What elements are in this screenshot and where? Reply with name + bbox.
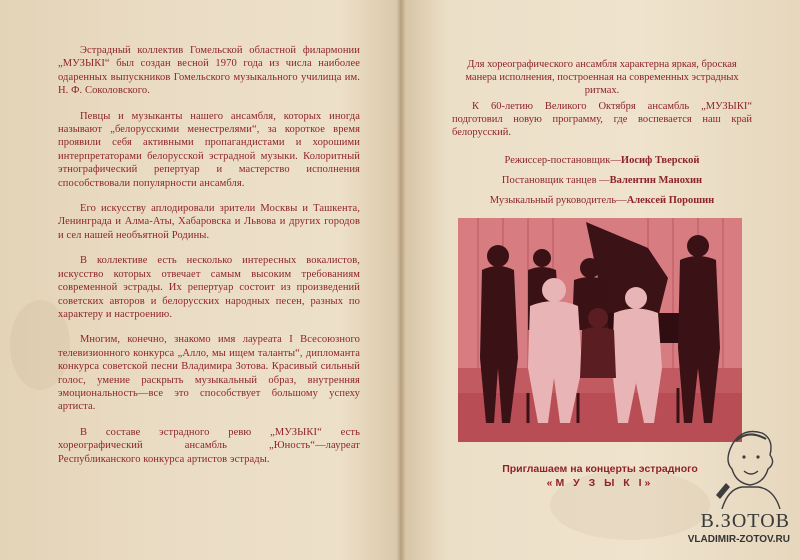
left-paragraph-2: Певцы и музыканты нашего ансамбля, которых иногда называют „белорусскими менестрелями“, за короткое время проявили себя активными пропагандистами и хорошими интерпретаторами белорусской эстрадной музыки. Колоритный этнографический репертуар и мастерство исполнения способствовали популярности ансамбля. — [58, 110, 360, 189]
invite-line-2: «М У З Ы К І» — [546, 477, 654, 489]
left-text-column — [58, 44, 360, 478]
right-paragraph-1: Для хореографического ансамбля характерна яркая, броская манера исполнения, построенная на современных эстрадных ритмах. — [465, 59, 739, 96]
credit-music-director — [452, 191, 752, 211]
site-watermark — [668, 425, 790, 555]
left-paragraph-5: Многим, конечно, знакомо имя лауреата I Всесоюзного телевизионного конкурса „Алло, мы ищем таланты“, дипломанта конкурса советской песни Владимира Зотова. Красивый сильный голос, умение раскрыть музыкальный образ, внутренняя эмоциональность—все это способствует большому успеху артиста. — [58, 334, 360, 413]
credits-block — [452, 151, 752, 211]
ensemble-photo-image — [458, 218, 742, 442]
watermark-url: VLADIMIR-ZOTOV.RU — [687, 534, 790, 545]
right-page — [400, 0, 800, 560]
page-fold — [397, 0, 405, 560]
credit-role: Режиссер-постановщик— — [504, 155, 621, 166]
credit-choreographer — [452, 171, 752, 191]
ensemble-photo — [458, 218, 742, 442]
left-paragraph-6: В составе эстрадного ревю „МУЗЫКІ“ есть хореографический ансамбль „Юность“—лауреат Республиканского конкурса артистов эстрады. — [58, 426, 360, 465]
credit-name: Валентин Манохин — [609, 175, 703, 186]
watermark-name: В.ЗОТОВ — [700, 510, 790, 532]
credit-director — [452, 151, 752, 171]
invite-line-1: Приглашаем на концерты эстрадного — [502, 463, 698, 475]
right-text-column — [452, 58, 752, 211]
singer-sketch-icon — [712, 425, 782, 509]
credit-name: Алексей Порошин — [626, 195, 715, 206]
credit-name: Иосиф Тверской — [620, 155, 700, 166]
left-paragraph-1: Эстрадный коллектив Гомельской областной филармонии „МУЗЫКІ“ был создан весной 1970 года из числа наиболее одаренных выпускников Гомельского музыкального училища им. Н. Ф. Соколовского. — [58, 45, 360, 97]
credit-role: Постановщик танцев — — [501, 175, 610, 186]
left-paragraph-4: В коллективе есть несколько интересных вокалистов, искусство которых отвечает самым высоким требованиям современной эстрады. Их репертуар состоит из произведений советских авторов и белорусских народных песен, разных по характеру и настроению. — [58, 255, 360, 320]
right-paragraph-2: К 60-летию Великого Октября ансамбль „МУЗЫКІ“ подготовил новую программу, где воспевается наш край белорусский. — [452, 101, 752, 138]
credit-role: Музыкальный руководитель— — [489, 195, 627, 206]
left-paragraph-3: Его искусству аплодировали зрители Москвы и Ташкента, Ленинграда и Алма-Аты, Хабаровска и Львова и других городов и сел нашей необъятной Родины. — [58, 203, 360, 241]
